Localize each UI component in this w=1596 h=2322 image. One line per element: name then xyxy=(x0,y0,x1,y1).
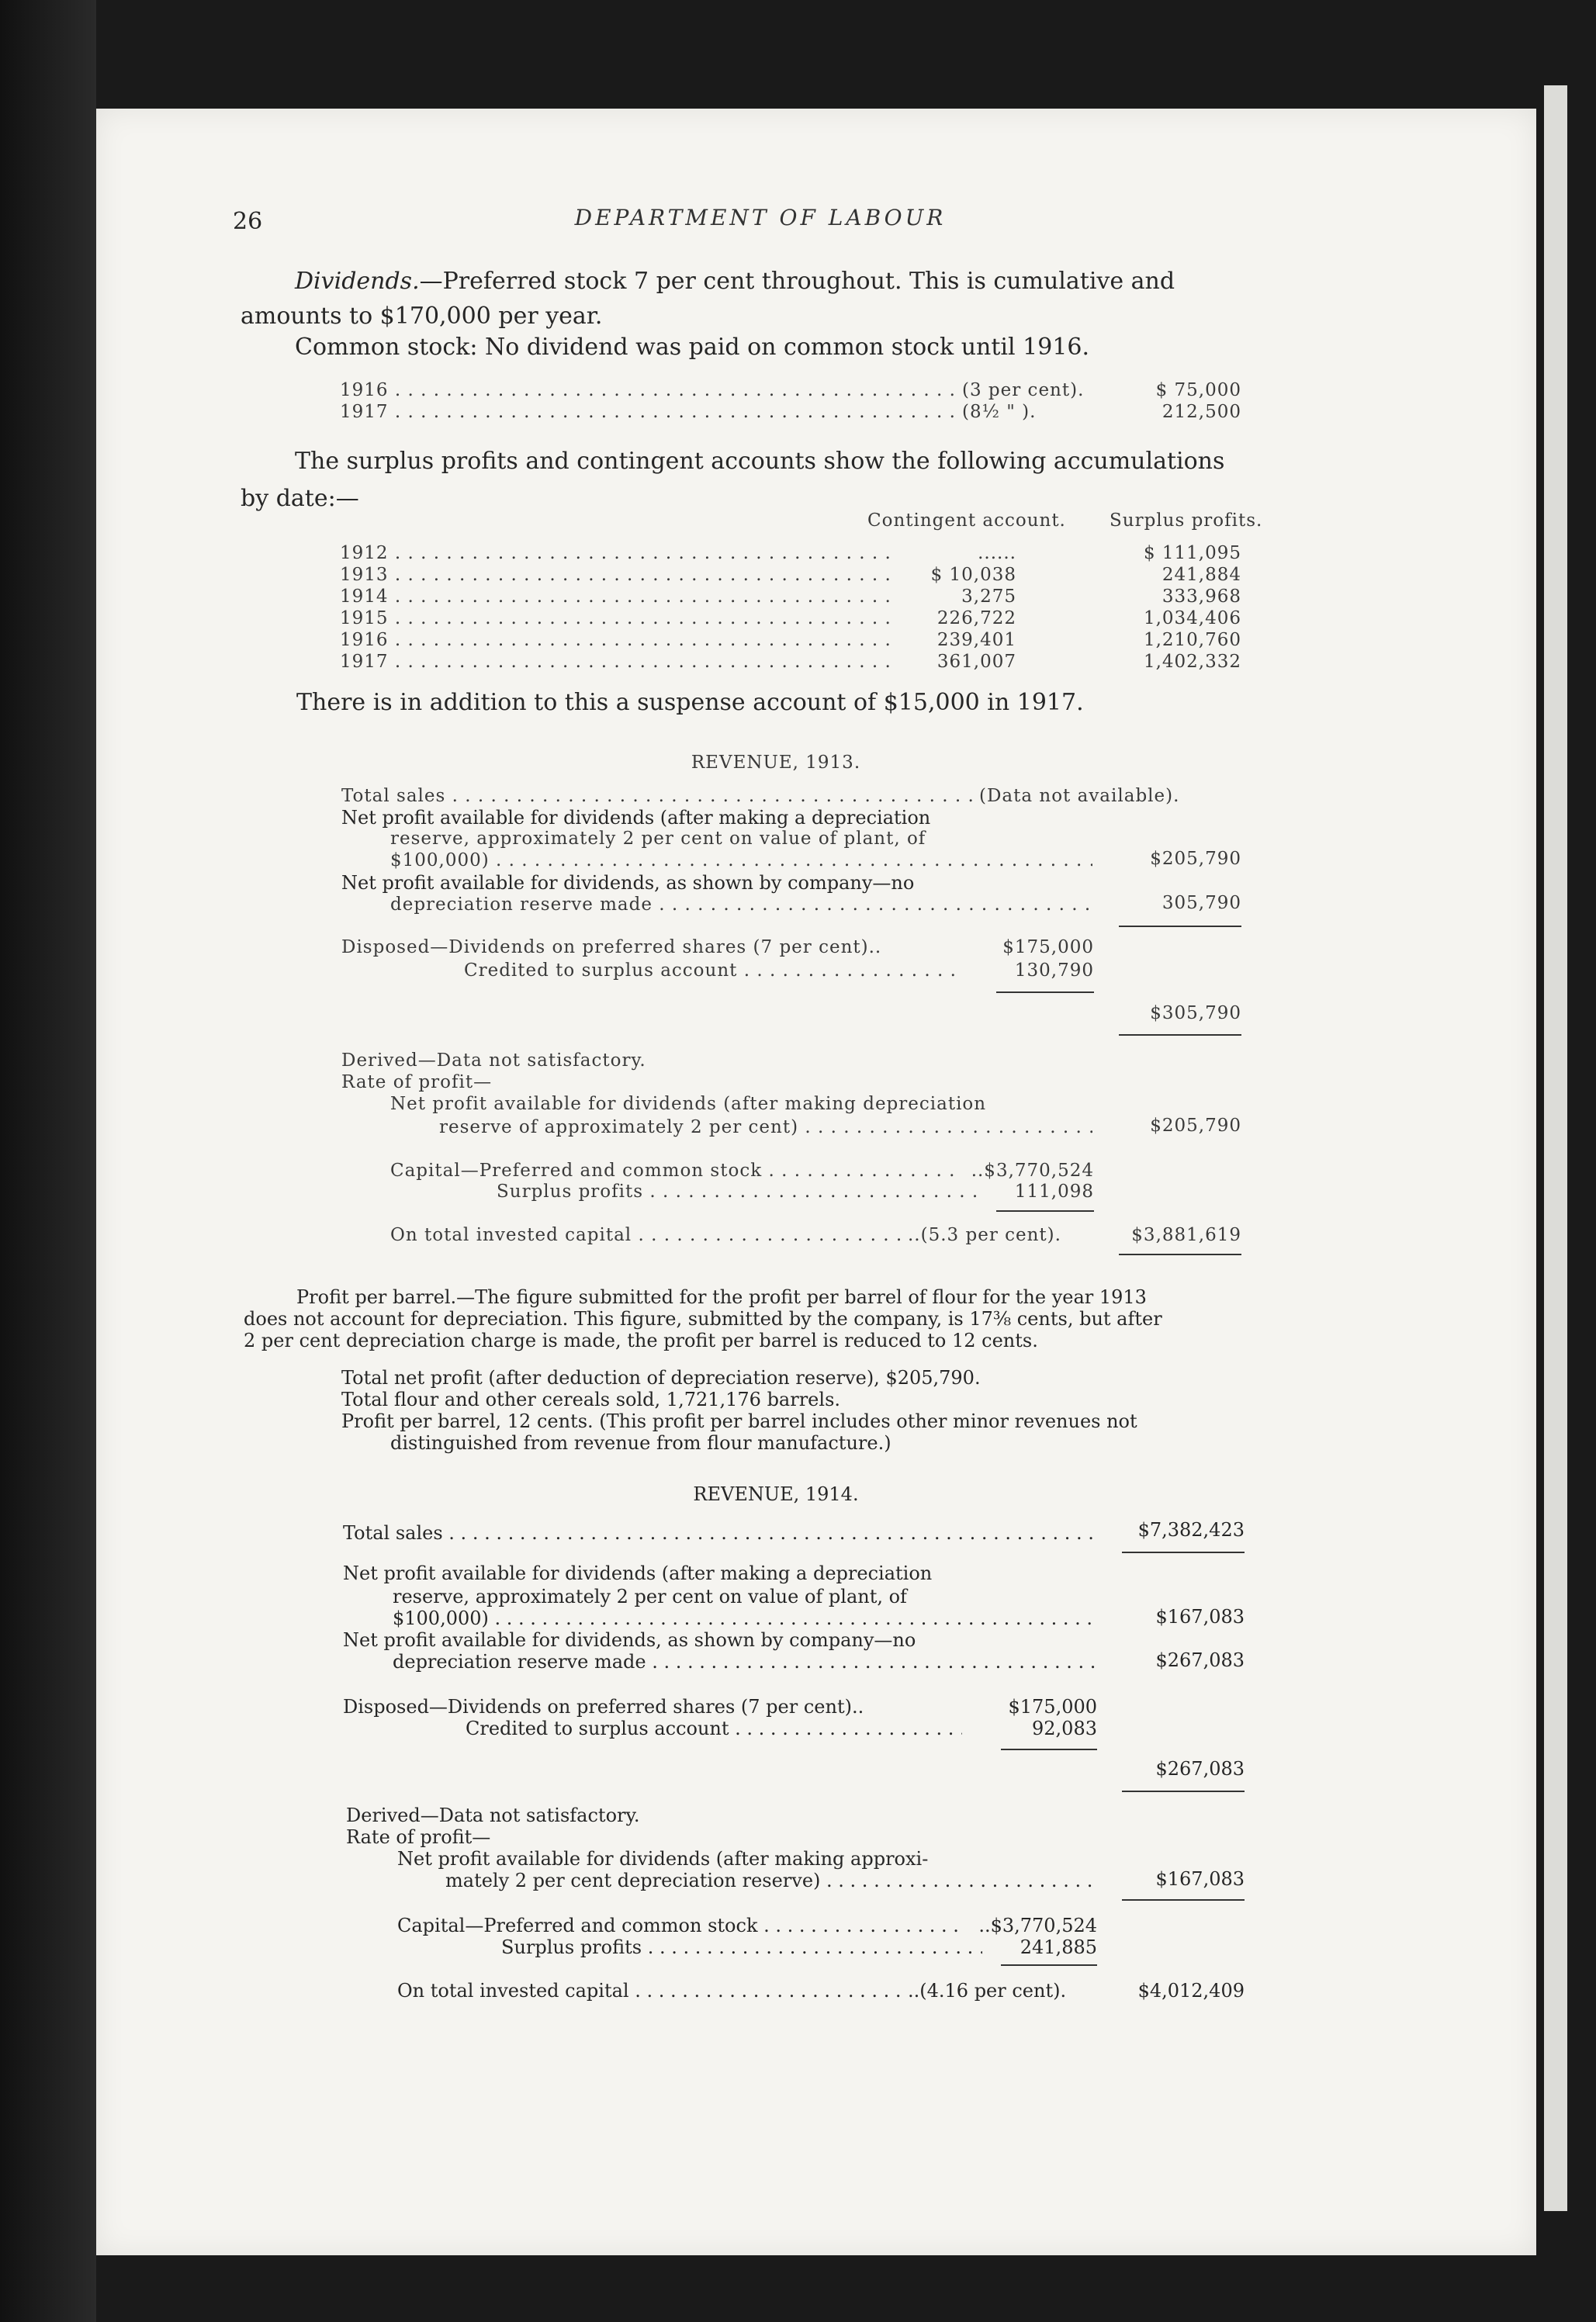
capital-line2: Surplus profits . . . xyxy=(497,1182,978,1202)
accum-row-contingent: 226,722 xyxy=(936,608,1016,628)
net-profit-b-line2: depreciation reserve made . . . xyxy=(393,1651,1096,1673)
rule xyxy=(1122,1899,1245,1901)
derived-line: Derived—Data not satisfactory. xyxy=(346,1805,640,1826)
capital-line1-value: ..$3,770,524 xyxy=(962,1161,1094,1181)
profit-sub3: Profit per barrel, 12 cents. (This profit per barrel includes other minor revenues not xyxy=(341,1410,1137,1432)
capital-line1: Capital—Preferred and common stock . . . xyxy=(390,1161,980,1181)
accum-row-contingent: ...... xyxy=(978,543,1016,563)
invested-value: $4,012,409 xyxy=(1137,1980,1245,2002)
disposed-line2: Credited to surplus account . . . xyxy=(464,960,961,981)
rule xyxy=(1122,1791,1245,1792)
rate-net-value: $205,790 xyxy=(1150,1116,1241,1136)
capital-line1-value: ..$3,770,524 xyxy=(962,1915,1097,1936)
col-header-surplus: Surplus profits. xyxy=(1110,510,1263,531)
disposed-line1-value: $175,000 xyxy=(1002,937,1094,957)
accum-row-year: 1917 . . . xyxy=(340,652,891,672)
revenue-1914-heading: REVENUE, 1914. xyxy=(693,1483,859,1505)
net-profit-a-line1: Net profit available for dividends (after making a depreciation xyxy=(341,807,931,829)
profit-sub4: distinguished from revenue from flour manufacture.) xyxy=(390,1432,891,1454)
dividends-line2: amounts to $170,000 per year. xyxy=(241,303,603,330)
rate-of-profit: Rate of profit— xyxy=(346,1826,491,1848)
disposed-line1-value: $175,000 xyxy=(1008,1696,1097,1718)
capital-line1: Capital—Preferred and common stock . . . xyxy=(397,1915,987,1936)
rate-net-line1: Net profit available for dividends (after making depreciation xyxy=(390,1094,987,1114)
revenue-1913-heading: REVENUE, 1913. xyxy=(691,753,861,773)
rule xyxy=(1001,1964,1097,1966)
dividend-row-year: 1917 . . . xyxy=(340,402,961,422)
dividends-line3: Common stock: No dividend was paid on common stock until 1916. xyxy=(295,334,1090,361)
capital-line2: Surplus profits . . . xyxy=(501,1936,982,1958)
accum-row-surplus: 1,402,332 xyxy=(1143,652,1241,672)
accum-row-year: 1915 . . . xyxy=(340,608,891,628)
dividend-row-rate: (3 per cent). xyxy=(962,380,1085,400)
total-sales-label: Total sales . . . xyxy=(341,786,978,806)
net-profit-a-value: $205,790 xyxy=(1150,849,1241,869)
accum-row-contingent: 3,275 xyxy=(961,587,1016,607)
profit-per-barrel-line1: Profit per barrel.—The figure submitted for the profit per barrel of flour for the year 1913 xyxy=(296,1286,1147,1308)
col-header-contingent: Contingent account. xyxy=(867,510,1066,531)
net-profit-a-line1: Net profit available for dividends (after making a depreciation xyxy=(343,1562,933,1584)
suspense-note: There is in addition to this a suspense account of $15,000 in 1917. xyxy=(296,689,1084,716)
net-profit-a-line2: reserve, approximately 2 per cent on value of plant, of xyxy=(390,829,926,849)
dividend-row-rate: (8½ " ). xyxy=(962,402,1037,422)
profit-sub2: Total flour and other cereals sold, 1,721,176 barrels. xyxy=(341,1389,841,1410)
rate-of-profit: Rate of profit— xyxy=(341,1072,493,1092)
rate-net-line1: Net profit available for dividends (after making approxi- xyxy=(397,1848,929,1870)
rule xyxy=(1001,1749,1097,1750)
total-sales-value: (Data not available). xyxy=(979,786,1180,806)
accum-row-contingent: 239,401 xyxy=(936,630,1016,650)
net-profit-b-value: 305,790 xyxy=(1162,893,1241,913)
total-sales-value: $7,382,423 xyxy=(1137,1519,1245,1541)
accum-row-contingent: $ 10,038 xyxy=(930,565,1016,585)
rule xyxy=(996,1210,1094,1212)
invested-rate: ..(4.16 per cent). xyxy=(908,1980,1067,2002)
disposed-line1: Disposed—Dividends on preferred shares (7 per cent).. xyxy=(341,937,882,957)
accum-row-surplus: 1,210,760 xyxy=(1143,630,1241,650)
invested-line: On total invested capital . . . xyxy=(397,1980,925,2002)
rule xyxy=(1119,1254,1241,1255)
net-profit-a-line3: $100,000) . . . xyxy=(390,850,1092,870)
invested-value: $3,881,619 xyxy=(1131,1225,1241,1245)
disposed-line2: Credited to surplus account . . . xyxy=(466,1718,962,1739)
accum-row-surplus: 333,968 xyxy=(1162,587,1241,607)
rule xyxy=(996,991,1094,993)
accum-row-year: 1913 . . . xyxy=(340,565,891,585)
page-number: 26 xyxy=(233,208,263,235)
disposed-line2-value: 92,083 xyxy=(1032,1718,1097,1739)
accum-row-surplus: $ 111,095 xyxy=(1143,543,1241,563)
dividend-row-amount: $ 75,000 xyxy=(1155,380,1241,400)
net-profit-a-line3: $100,000) . . . xyxy=(393,1607,1096,1629)
running-head: DEPARTMENT OF LABOUR xyxy=(574,205,947,230)
accum-row-surplus: 241,884 xyxy=(1162,565,1241,585)
dividends-line1-text: —Preferred stock 7 per cent throughout. This is cumulative and xyxy=(419,268,1175,295)
rate-net-line2: mately 2 per cent depreciation reserve) . . . xyxy=(445,1870,1097,1891)
capital-line2-value: 111,098 xyxy=(1014,1182,1094,1202)
accum-row-contingent: 361,007 xyxy=(936,652,1016,672)
profit-per-barrel-line3: 2 per cent depreciation charge is made, the profit per barrel is reduced to 12 cents. xyxy=(244,1330,1038,1351)
dividends-line1 xyxy=(295,268,1175,295)
rule xyxy=(1122,1552,1245,1553)
rule xyxy=(1119,1034,1241,1036)
net-profit-b-line1: Net profit available for dividends, as shown by company—no xyxy=(343,1629,916,1651)
invested-rate: ..(5.3 per cent). xyxy=(908,1225,1061,1245)
net-profit-a-line2: reserve, approximately 2 per cent on value of plant, of xyxy=(393,1586,907,1607)
rule xyxy=(1119,926,1241,927)
invested-line: On total invested capital . . . xyxy=(390,1225,910,1245)
accum-row-year: 1912 . . . xyxy=(340,543,891,563)
rate-net-line2: reserve of approximately 2 per cent) . . . xyxy=(439,1117,1092,1137)
dividends-label: Dividends. xyxy=(295,268,420,295)
disposed-line1: Disposed—Dividends on preferred shares (7 per cent).. xyxy=(343,1696,864,1718)
accumulations-intro-line2: by date:— xyxy=(241,485,359,512)
disposed-line2-value: 130,790 xyxy=(1014,960,1094,981)
accum-row-year: 1914 . . . xyxy=(340,587,891,607)
net-profit-b-value: $267,083 xyxy=(1155,1649,1245,1671)
dividend-row-amount: 212,500 xyxy=(1162,402,1241,422)
derived-line: Derived—Data not satisfactory. xyxy=(341,1050,646,1071)
capital-line2-value: 241,885 xyxy=(1020,1936,1097,1958)
net-profit-a-value: $167,083 xyxy=(1155,1606,1245,1628)
profit-per-barrel-line2: does not account for depreciation. This figure, submitted by the company, is 17⅜ cents, but after xyxy=(244,1308,1162,1330)
dividend-row-year: 1916 . . . xyxy=(340,380,961,400)
net-profit-b-line2: depreciation reserve made . . . xyxy=(390,895,1092,915)
disposed-total: $305,790 xyxy=(1150,1003,1241,1023)
total-sales-label: Total sales . . . xyxy=(343,1522,1096,1544)
disposed-total: $267,083 xyxy=(1155,1758,1245,1780)
accum-row-surplus: 1,034,406 xyxy=(1143,608,1241,628)
rate-net-value: $167,083 xyxy=(1155,1868,1245,1890)
profit-sub1: Total net profit (after deduction of depreciation reserve), $205,790. xyxy=(341,1367,981,1389)
accum-row-year: 1916 . . . xyxy=(340,630,891,650)
net-profit-b-line1: Net profit available for dividends, as shown by company—no xyxy=(341,872,915,894)
accumulations-intro-line1: The surplus profits and contingent accounts show the following accumulations xyxy=(295,448,1225,475)
